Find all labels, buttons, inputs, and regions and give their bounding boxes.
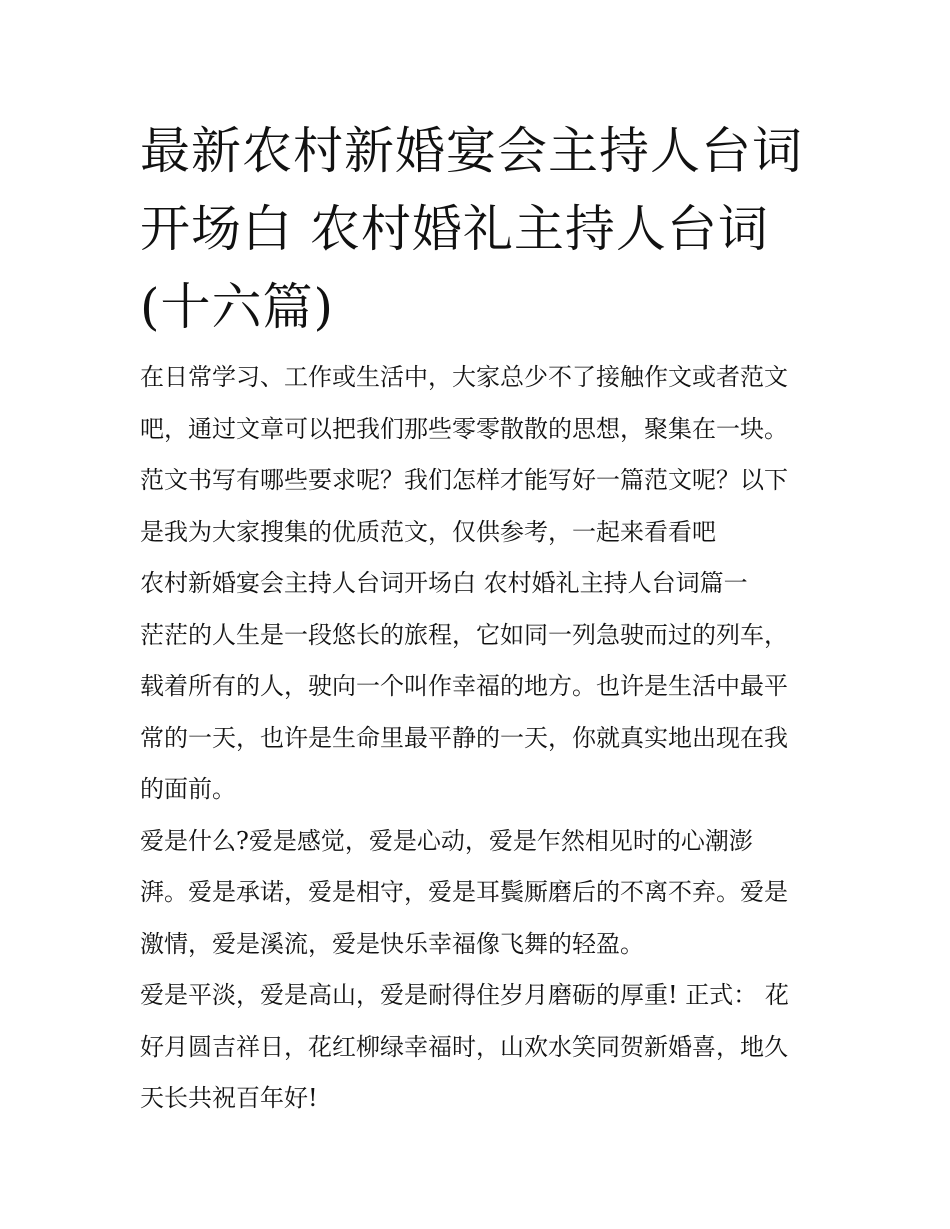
body-line: 范文书写有哪些要求呢？我们怎样才能写好一篇范文呢？以下: [140, 466, 788, 494]
body-line: 在日常学习、工作或生活中，大家总少不了接触作文或者范文: [140, 363, 788, 391]
body-line: 常的一天，也许是生命里最平静的一天，你就真实地出现在我: [140, 723, 788, 752]
body-line: 是我为大家搜集的优质范文，仅供参考，一起来看看吧: [140, 517, 716, 546]
body-line: 载着所有的人，驶向一个叫作幸福的地方。也许是生活中最平: [140, 672, 788, 700]
body-line: 爱是什么?爱是感觉，爱是心动，爱是乍然相见时的心潮澎: [140, 826, 753, 855]
body-line: 吧，通过文章可以把我们那些零零散散的思想，聚集在一块。: [140, 414, 788, 443]
document-title: [140, 112, 820, 346]
body-line: 好月圆吉祥日，花红柳绿幸福时，山欢水笑同贺新婚喜，地久: [140, 1032, 788, 1061]
document-body: [140, 352, 820, 1125]
title-line: 最新农村新婚宴会主持人台词: [140, 122, 803, 180]
title-line: 开场白 农村婚礼主持人台词: [140, 200, 769, 258]
body-line: 茫茫的人生是一段悠长的旅程，它如同一列急驶而过的列车，: [140, 620, 788, 649]
body-line: 天长共祝百年好!: [140, 1084, 318, 1112]
title-line: (十六篇): [140, 278, 335, 336]
body-line: 的面前。: [140, 775, 236, 803]
body-line: 湃。爱是承诺，爱是相守，爱是耳鬓厮磨后的不离不弃。爱是: [140, 878, 788, 906]
body-line: 爱是平淡，爱是高山，爱是耐得住岁月磨砺的厚重! 正式： 花: [140, 981, 789, 1009]
body-line: 激情，爱是溪流，爱是快乐幸福像飞舞的轻盈。: [140, 929, 644, 958]
section-heading: 农村新婚宴会主持人台词开场白 农村婚礼主持人台词篇一: [140, 569, 748, 597]
